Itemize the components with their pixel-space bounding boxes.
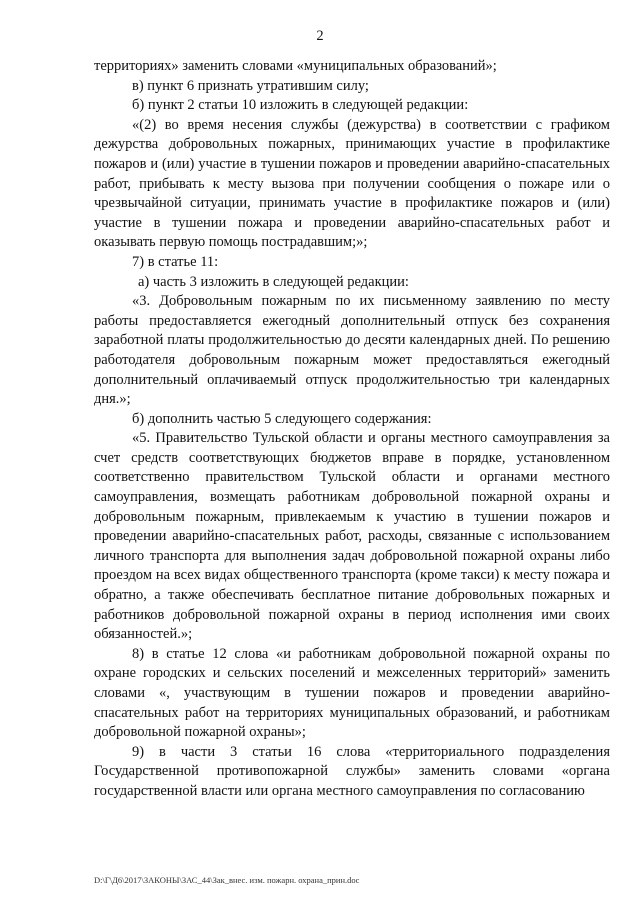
page-number: 2 (316, 28, 324, 44)
paragraph-quote-leave: «3. Добровольным пожарным по их письменному заявлению по месту работы предоставляется ежегодный дополнительный отпуск без сохранения заработной платы продолжительностью до десяти календарных дней. По решению работодателя добровольным пожарным может предоставляться ежегодный дополнительный оплачиваемый отпуск продолжительностью три календарных дня.»; (94, 293, 610, 408)
paragraph-quote-duty: «(2) во время несения службы (дежурства) в соответствии с графиком дежурства добровольных пожарных, принимающих участие в профилактике пожаров и (или) участие в тушении пожаров и проведении аварийно-спасательных работ, прибывать к месту вызова при получении сообщения о пожаре или о чрезвычайной ситуации, принимать участие в профилактике пожаров и (или) участие в тушении пожара и проведении аварийно-спасательных работ и оказывать первую помощь пострадавшим;»; (94, 116, 610, 251)
paragraph-continuation: территориях» заменить словами «муниципальных образований»; (94, 58, 497, 74)
paragraph-item-b-part-5: б) дополнить частью 5 следующего содержания: (132, 410, 432, 427)
paragraph-quote-compensation: «5. Правительство Тульской области и органы местного самоуправления за счет средств соответствующих бюджетов вправе в порядке, установленном соответственно правительством Тульской области и органами местного самоуправления, возмещать работникам добровольной пожарной охраны и добровольным пожарным, привлекаемым к участию в тушении пожаров и проведении аварийно-спасательных работ, расходы, связанные с использованием личного транспорта для выполнения задач добровольной пожарной охраны либо проездом на всех видах общественного транспорта (кроме такси) к месту пожара и обратно, а также обеспечивать бесплатное питание добровольных пожарных и работников добровольной пожарной охраны в период исполнения ими своих обязанностей.»; (94, 430, 610, 643)
paragraph-item-8: 8) в статье 12 слова «и работникам добровольной пожарной охраны по охране городских и сельских поселений и межселенных территорий» заменить словами «, участвующим в тушении пожаров и проведении аварийно-спасательных работ на территориях муниципальных образований, и работникам добровольной пожарной охраны»; (94, 645, 610, 741)
document-body (94, 57, 610, 802)
paragraph-item-b-article-10: б) пункт 2 статьи 10 изложить в следующей редакции: (132, 97, 469, 114)
paragraph-item-7: 7) в статье 11: (132, 253, 219, 270)
paragraph-item-v: в) пункт 6 признать утратившим силу; (132, 77, 369, 94)
paragraph-item-a: а) часть 3 изложить в следующей редакции: (138, 273, 409, 290)
paragraph-item-9: 9) в части 3 статьи 16 слова «территориального подразделения Государственной противопожарной службы» заменить словами «органа государственной власти или органа местного самоуправления по согласованию (94, 743, 610, 799)
footer-file-path: D:\Г\Д6\2017\ЗАКОНЫ\ЗАС_44\Зак_внес. изм. пожарн. охрана_прин.doc (94, 875, 360, 885)
